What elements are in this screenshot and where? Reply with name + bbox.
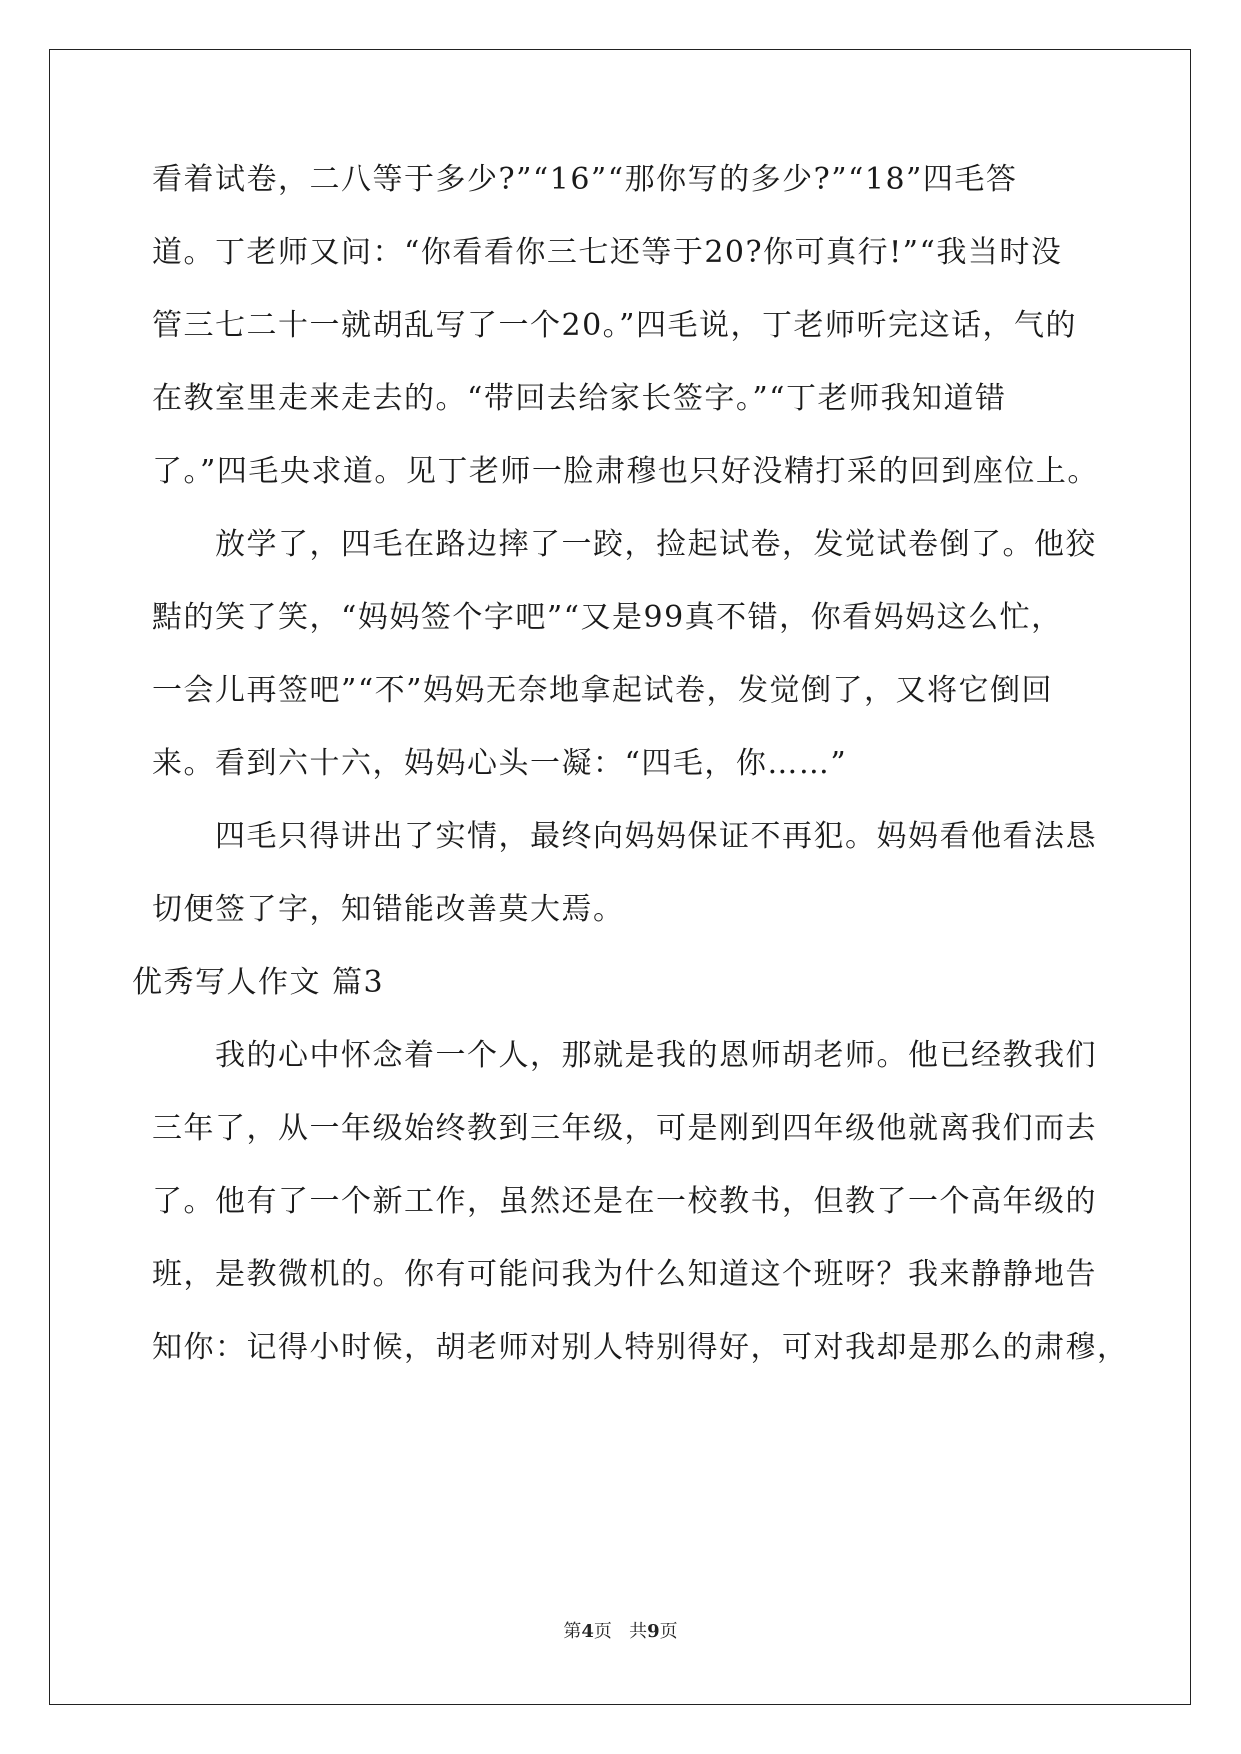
total-prefix: 共: [629, 1621, 648, 1642]
text-line: 一会儿再签吧”“不”妈妈无奈地拿起试卷，发觉倒了，又将它倒回: [152, 673, 1054, 708]
text-line: 看着试卷，二八等于多少?”“16”“那你写的多少?”“18”四毛答: [152, 162, 1018, 197]
paragraph-start-line: 四毛只得讲出了实情，最终向妈妈保证不再犯。妈妈看他看法恳: [152, 819, 1097, 854]
page-frame: [49, 49, 1191, 1705]
text-line: 在教室里走来走去的。“带回去给家长签字。”“丁老师我知道错: [152, 381, 1007, 416]
text-line: 知你：记得小时候，胡老师对别人特别得好，可对我却是那么的肃穆，: [152, 1330, 1129, 1365]
page-footer: [0, 1620, 1241, 1644]
text-line: 来。看到六十六，妈妈心头一凝：“四毛，你……”: [152, 746, 848, 781]
text-line: 黠的笑了笑，“妈妈签个字吧”“又是99真不错，你看妈妈这么忙，: [152, 600, 1063, 635]
text-line: 管三七二十一就胡乱写了一个20。”四毛说，丁老师听完这话，气的: [152, 308, 1078, 343]
page-prefix: 第: [563, 1621, 582, 1642]
total-suffix: 页: [659, 1621, 678, 1642]
page-suffix: 页: [593, 1621, 612, 1642]
text-line: 了。”四毛央求道。见丁老师一脸肃穆也只好没精打采的回到座位上。: [152, 454, 1099, 489]
total-page-number: 9: [647, 1621, 660, 1642]
text-line: 道。丁老师又问：“你看看你三七还等于20?你可真行!”“我当时没: [152, 235, 1063, 270]
text-line: 切便签了字，知错能改善莫大焉。: [152, 892, 625, 927]
text-line: 三年了，从一年级始终教到三年级，可是刚到四年级他就离我们而去: [152, 1111, 1097, 1146]
text-line: 了。他有了一个新工作，虽然还是在一校教书，但教了一个高年级的: [152, 1184, 1097, 1219]
paragraph-start-line: 我的心中怀念着一个人，那就是我的恩师胡老师。他已经教我们: [152, 1038, 1097, 1073]
text-line: 班，是教微机的。你有可能问我为什么知道这个班呀？我来静静地告: [152, 1257, 1097, 1292]
paragraph-start-line: 放学了，四毛在路边摔了一跤，捡起试卷，发觉试卷倒了。他狡: [152, 527, 1097, 562]
section-heading: 优秀写人作文 篇3: [132, 965, 385, 1000]
current-page-number: 4: [581, 1621, 594, 1642]
